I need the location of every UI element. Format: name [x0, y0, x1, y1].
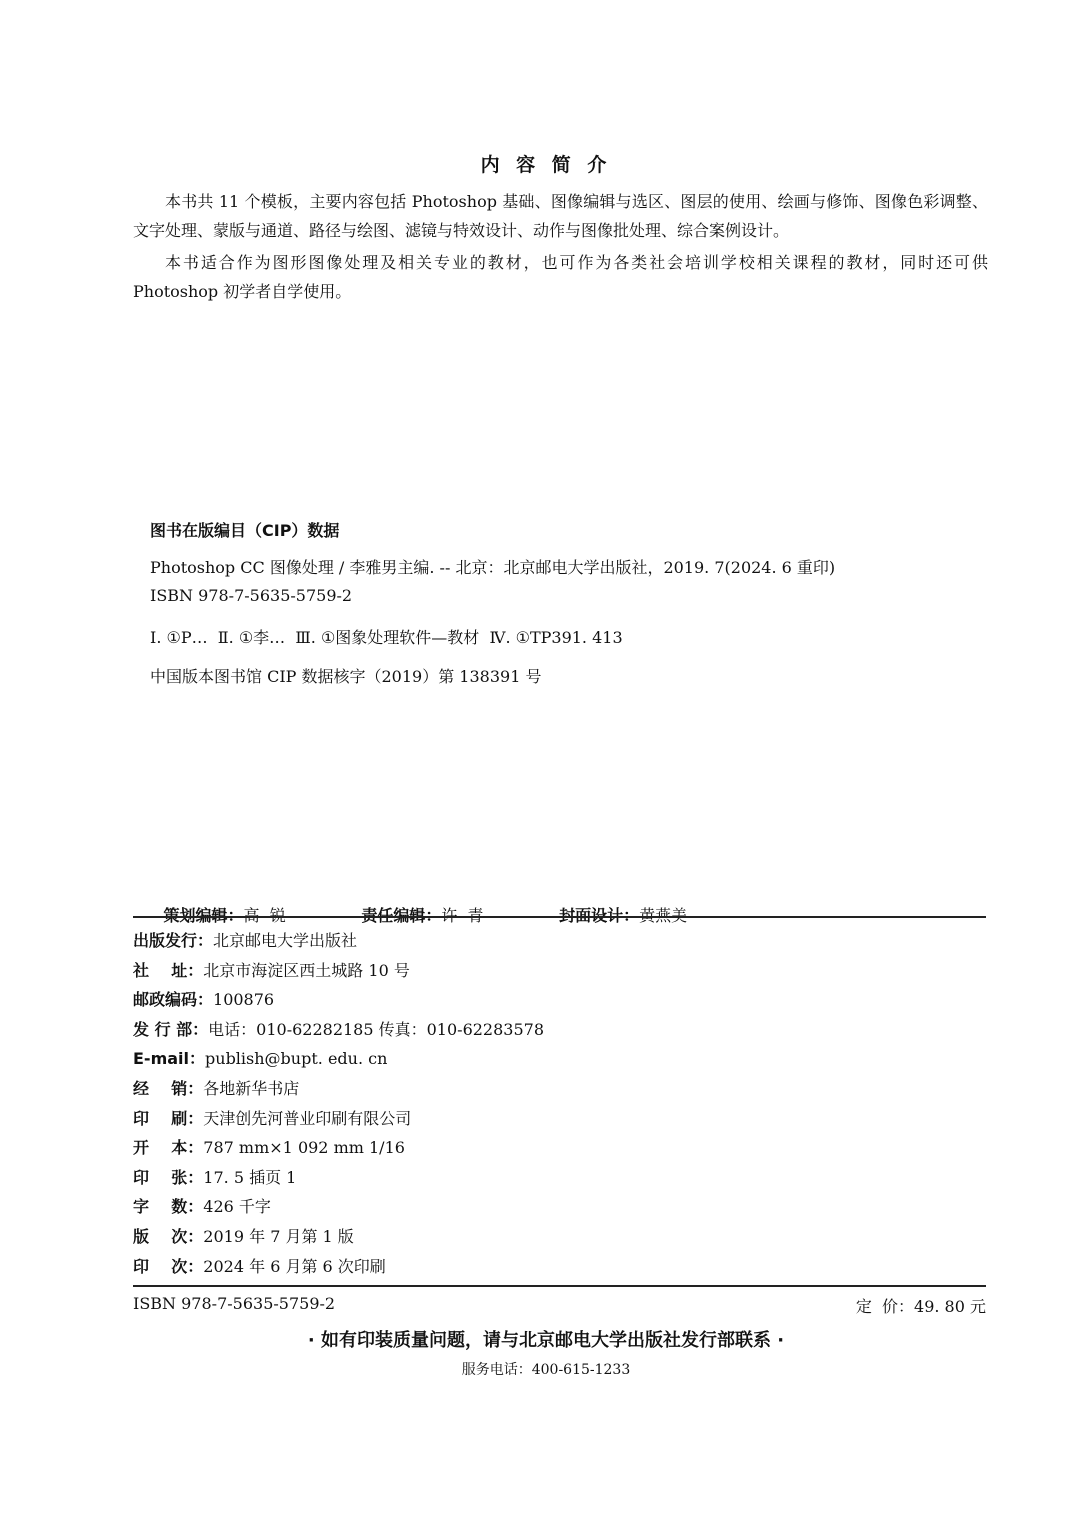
info-row-edition: 版 次：2019 年 7 月第 1 版 [133, 1226, 354, 1246]
footer-price: 定 价：49. 80 元 [855, 1297, 986, 1316]
cip-record-line: 中国版本图书馆 CIP 数据核字（2019）第 138391 号 [150, 667, 542, 686]
credit-cover-design: 封面设计：黄燕美 [559, 906, 688, 925]
bottom-divider [133, 1285, 986, 1287]
info-row-seller: 经 销：各地新华书店 [133, 1078, 300, 1098]
quality-notice: · 如有印装质量问题，请与北京邮电大学出版社发行部联系 · [307, 1330, 785, 1351]
info-row-email: E-mail：publish@bupt. edu. cn [133, 1049, 388, 1069]
info-row-distribution: 发 行 部：电话：010-62282185 传真：010-62283578 [133, 1019, 545, 1039]
summary-title: 内 容 简 介 [480, 154, 612, 176]
credit-responsible-editor: 责任编辑：许 青 [361, 906, 484, 925]
cip-title-line: Photoshop CC 图像处理 / 李雅男主编. -- 北京：北京邮电大学出版社，2019. 7(2024. 6 重印) [150, 558, 836, 577]
cip-heading: 图书在版编目（CIP）数据 [150, 521, 340, 540]
info-row-postcode: 邮政编码：100876 [133, 990, 275, 1010]
summary-paragraph-1: 本书共 11 个模板，主要内容包括 Photoshop 基础、图像编辑与选区、图层的使用、绘画与修饰、图像色彩调整、文字处理、蒙版与通道、路径与绘图、滤镜与特效设计、动作与图像批处理、综合案例设计。 [133, 192, 988, 240]
cip-classification-line: Ⅰ. ①P… Ⅱ. ①李… Ⅲ. ①图象处理软件—教材 Ⅳ. ①TP391. 413 [150, 628, 623, 647]
footer-isbn: ISBN 978-7-5635-5759-2 [133, 1294, 336, 1313]
cip-isbn-line: ISBN 978-7-5635-5759-2 [150, 586, 353, 605]
publication-info [133, 926, 986, 1281]
info-row-wordcount: 字 数：426 千字 [133, 1197, 271, 1217]
info-row-publisher: 出版发行：北京邮电大学出版社 [133, 931, 358, 950]
info-row-format: 开 本：787 mm×1 092 mm 1/16 [133, 1138, 405, 1158]
info-row-sheets: 印 张：17. 5 插页 1 [133, 1167, 297, 1187]
info-row-printing: 印 次：2024 年 6 月第 6 次印刷 [133, 1256, 386, 1276]
service-phone: 服务电话：400-615-1233 [461, 1362, 631, 1378]
info-row-address: 社 址：北京市海淀区西土城路 10 号 [133, 960, 410, 980]
top-divider [133, 916, 986, 918]
credit-planning-editor: 策划编辑：高 锐 [163, 906, 286, 925]
summary-paragraph-2: 本书适合作为图形图像处理及相关专业的教材，也可作为各类社会培训学校相关课程的教材，同时还可供 Photoshop 初学者自学使用。 [133, 253, 988, 301]
info-row-printer: 印 刷：天津创先河普业印刷有限公司 [133, 1108, 412, 1128]
